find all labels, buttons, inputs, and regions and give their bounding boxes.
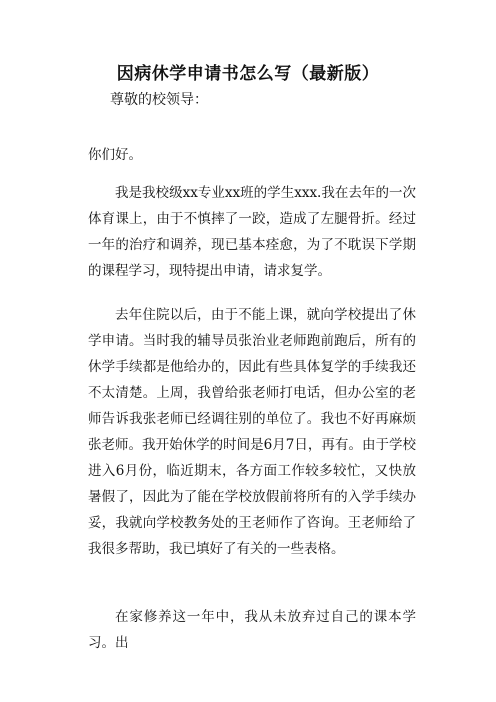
paragraph-intro: 我是我校级xx专业xx班的学生xxx.我在去年的一次体育课上，由于不慎摔了一跤，造成了左腿骨折。经过一年的治疗和调养，现已基本痊愈，为了不耽误下学期的课程学习，现特提出申请，请求复学。 [88,185,416,279]
paragraph-study: 在家修养这一年中，我从未放弃过自己的课本学习。出 [88,609,416,651]
paragraph-background: 去年住院以后，由于不能上课，就向学校提出了休学申请。当时我的辅导员张治业老师跑前跑后，所有的休学手续都是他给办的，因此有些具体复学的手续我还不太清楚。上周，我曾给张老师打电话，但办公室的老师告诉我张老师已经调往别的单位了。我也不好再麻烦张老师。我开始休学的时间是6月7日，再有。由于学校进入6月份，临近期末，各方面工作较多较忙，又快放暑假了，因此为了能在学校放假前将所有的入学手续办妥，我就向学校教务处的王老师作了咨询。王老师给了我很多帮助，我已填好了有关的一些表格。 [88,307,416,557]
salutation: 尊敬的校领导： [110,92,208,108]
paragraph-greeting: 你们好。 [88,147,142,163]
document-title: 因病休学申请书怎么写（最新版） [116,64,380,84]
